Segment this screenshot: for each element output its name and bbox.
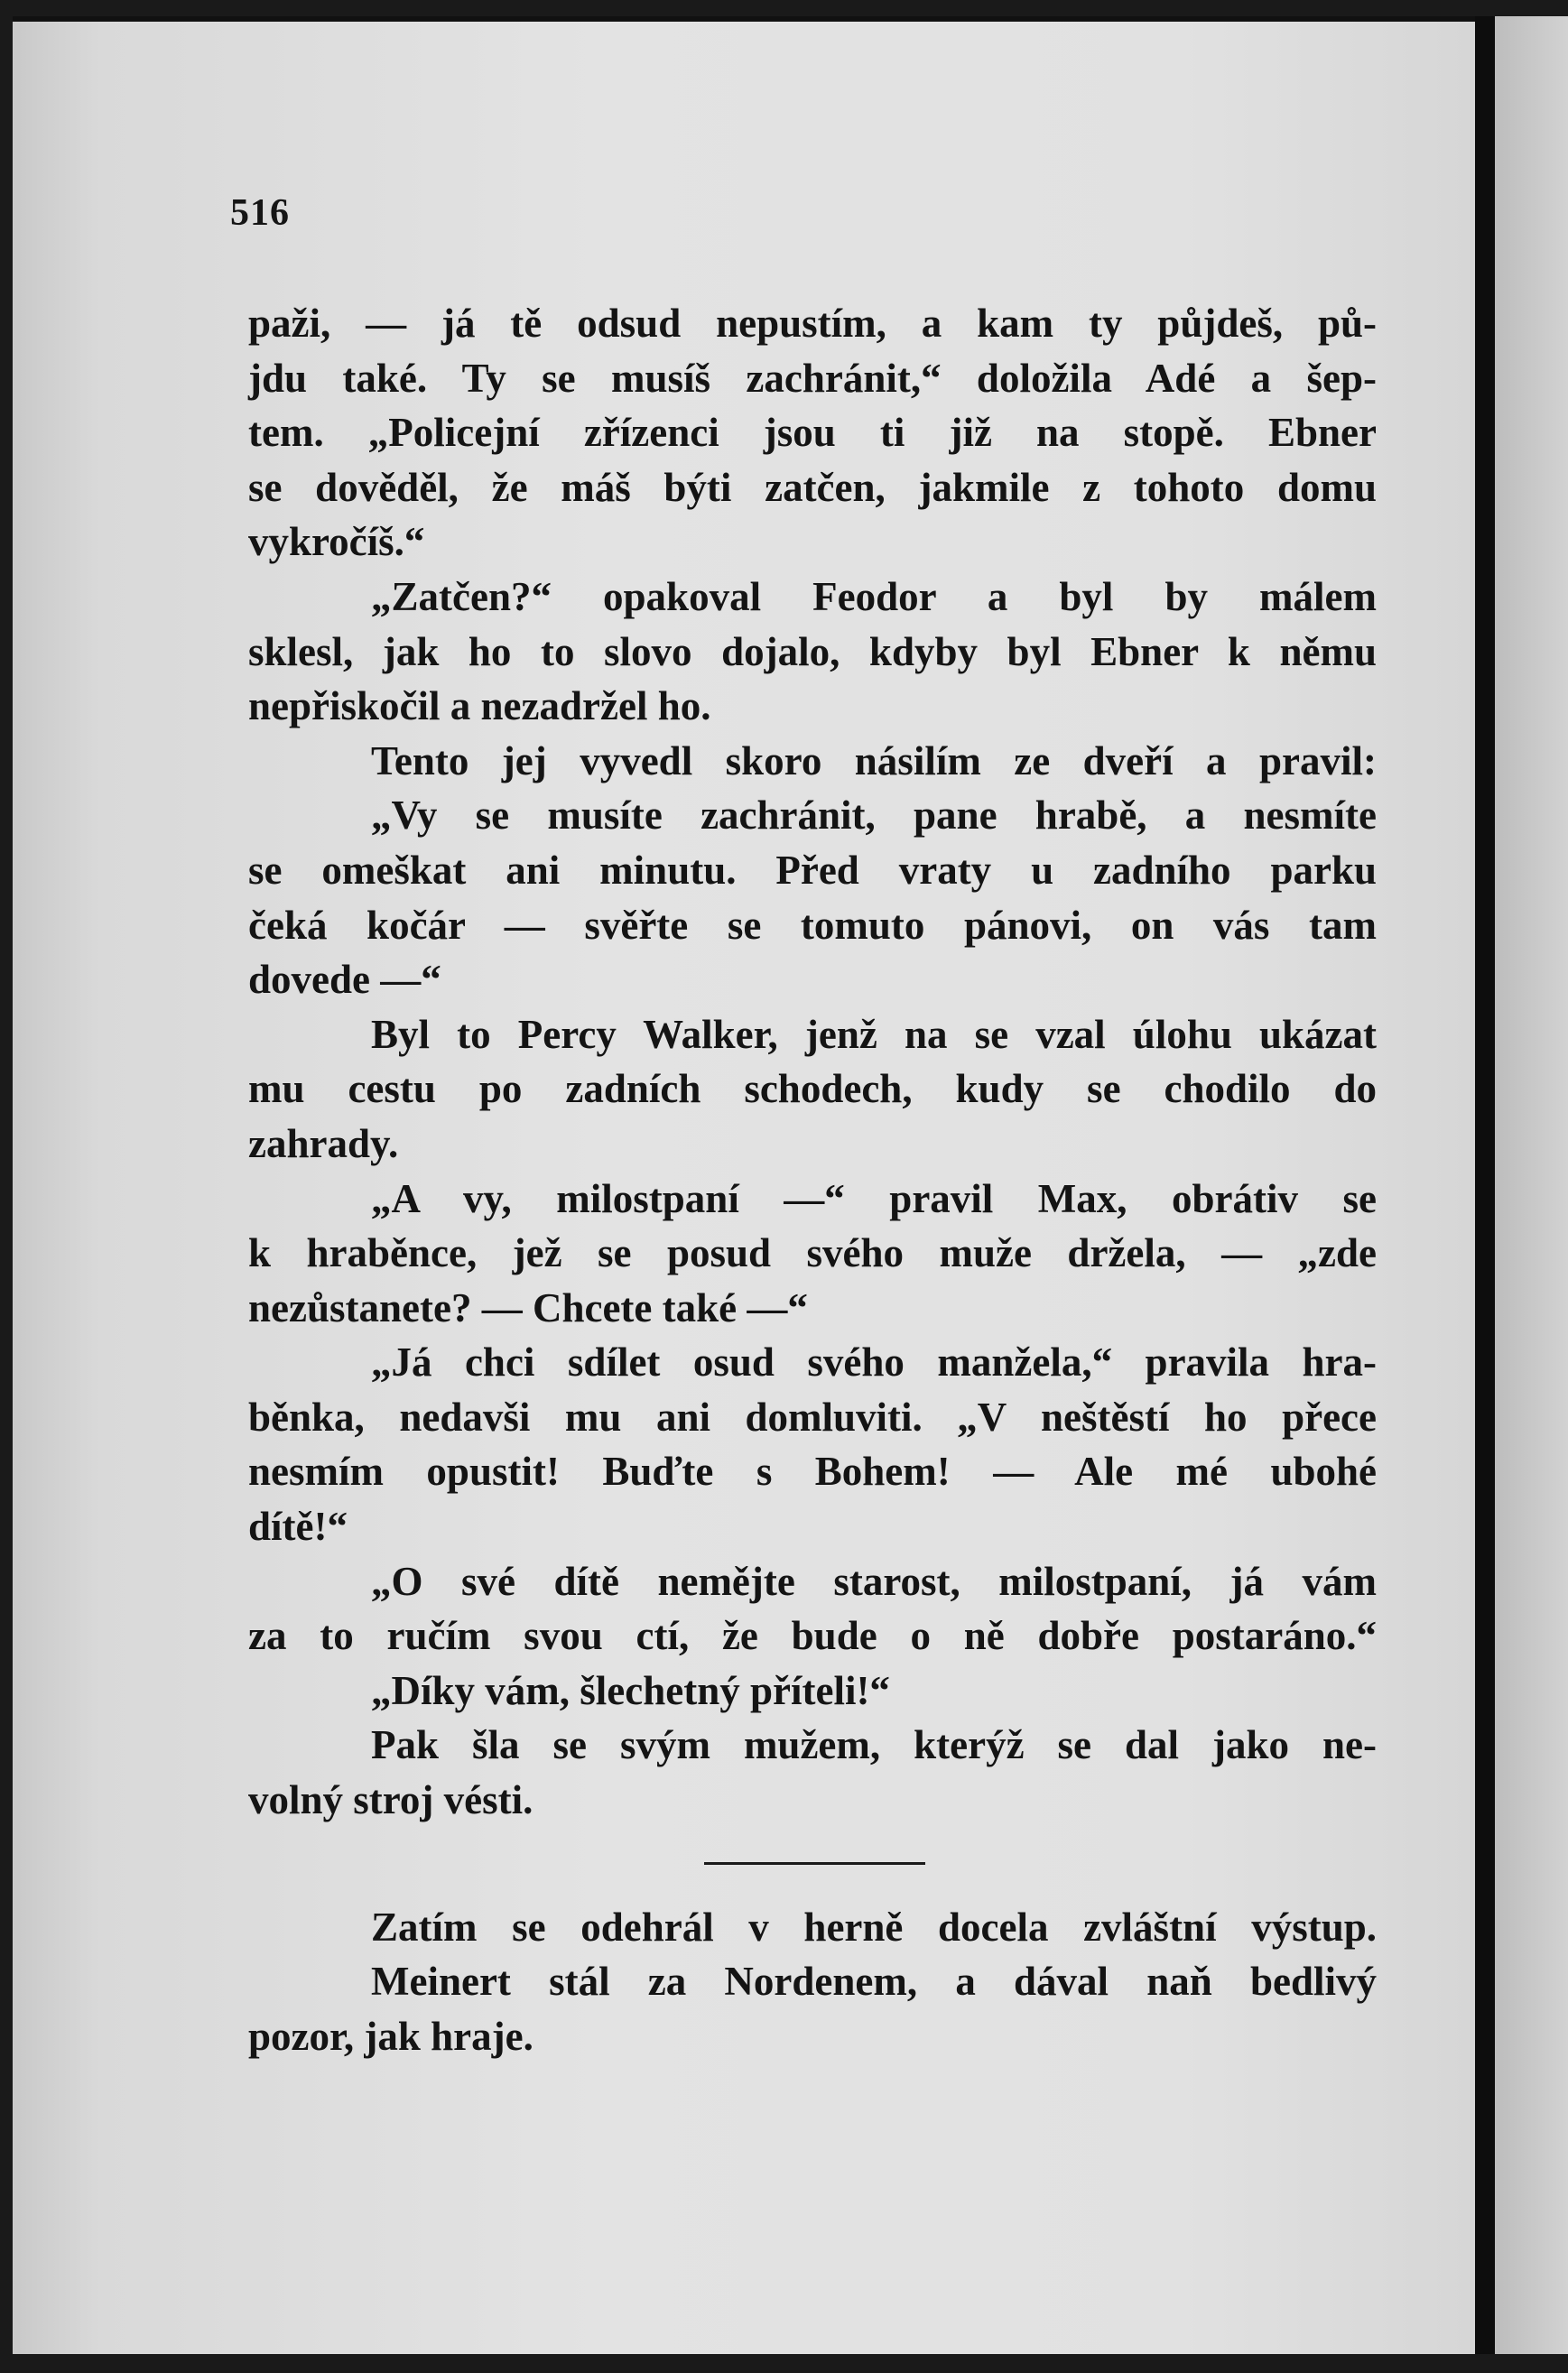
page-text — [248, 296, 1377, 2063]
text-line: nepřiskočil a nezadržel ho. — [248, 683, 711, 729]
text-line: volný stroj vésti. — [248, 1777, 533, 1823]
text-line: mu cestu po zadních schodech, kudy se chodilo do — [248, 1066, 1377, 1112]
text-line: vykročíš.“ — [248, 519, 425, 565]
text-line: Byl to Percy Walker, jenž na se vzal úlohu ukázat — [371, 1011, 1377, 1057]
section-separator-area — [248, 1828, 1377, 1900]
adjacent-page-edge — [1495, 16, 1568, 2354]
text-line: běnka, nedavši mu ani domluviti. „V neštěstí ho přece — [248, 1394, 1377, 1440]
text-line: Zatím se odehrál v herně docela zvláštní výstup. — [371, 1904, 1377, 1950]
text-line: „O své dítě nemějte starost, milostpaní, já vám — [371, 1558, 1377, 1604]
page-number: 516 — [230, 192, 290, 234]
text-line: tem. „Policejní zřízenci jsou ti již na stopě. Ebner — [248, 410, 1377, 456]
text-line: k hraběnce, jež se posud svého muže držela, — „zde — [248, 1230, 1377, 1276]
text-line: sklesl, jak ho to slovo dojalo, kdyby byl Ebner k němu — [248, 628, 1377, 674]
text-line: pozor, jak hraje. — [248, 2013, 533, 2059]
text-line: nesmím opustit! Buďte s Bohem! — Ale mé ubohé — [248, 1449, 1377, 1495]
text-line: dovede —“ — [248, 957, 441, 1003]
text-line: „Zatčen?“ opakoval Feodor a byl by málem — [371, 573, 1377, 619]
text-line: nezůstanete? — Chcete také —“ — [248, 1284, 808, 1330]
text-line: zahrady. — [248, 1120, 399, 1166]
text-line: paži, — já tě odsud nepustím, a kam ty půjdeš, pů- — [248, 301, 1377, 346]
text-before-separator — [248, 296, 1377, 1828]
text-line: dítě!“ — [248, 1504, 348, 1550]
text-line: se dověděl, že máš býti zatčen, jakmile z tohoto domu — [248, 464, 1377, 510]
text-line: se omeškat ani minutu. Před vraty u zadního parku — [248, 847, 1377, 893]
text-line: Meinert stál za Nordenem, a dával naň bedlivý — [371, 1959, 1377, 2005]
text-line: „Díky vám, šlechetný příteli!“ — [371, 1667, 890, 1713]
text-line: Pak šla se svým mužem, kterýž se dal jako ne- — [371, 1722, 1377, 1768]
text-line: Tento jej vyvedl skoro násilím ze dveří a pravil: — [371, 737, 1377, 783]
text-line: za to ručím svou ctí, že bude o ně dobře postaráno.“ — [248, 1613, 1377, 1659]
text-line: čeká kočár — svěřte se tomuto pánovi, on vás tam — [248, 902, 1377, 948]
page-gutter-shadow — [1475, 16, 1495, 2354]
text-line: jdu také. Ty se musíš zachránit,“ doložila Adé a šep- — [248, 355, 1377, 401]
text-line: „A vy, milostpaní —“ pravil Max, obrátiv se — [371, 1175, 1377, 1221]
text-line: „Vy se musíte zachránit, pane hrabě, a nesmíte — [371, 793, 1377, 839]
text-line: „Já chci sdílet osud svého manžela,“ pravila hra- — [371, 1339, 1377, 1386]
section-separator-rule — [704, 1862, 925, 1865]
text-after-separator — [248, 1900, 1377, 2064]
